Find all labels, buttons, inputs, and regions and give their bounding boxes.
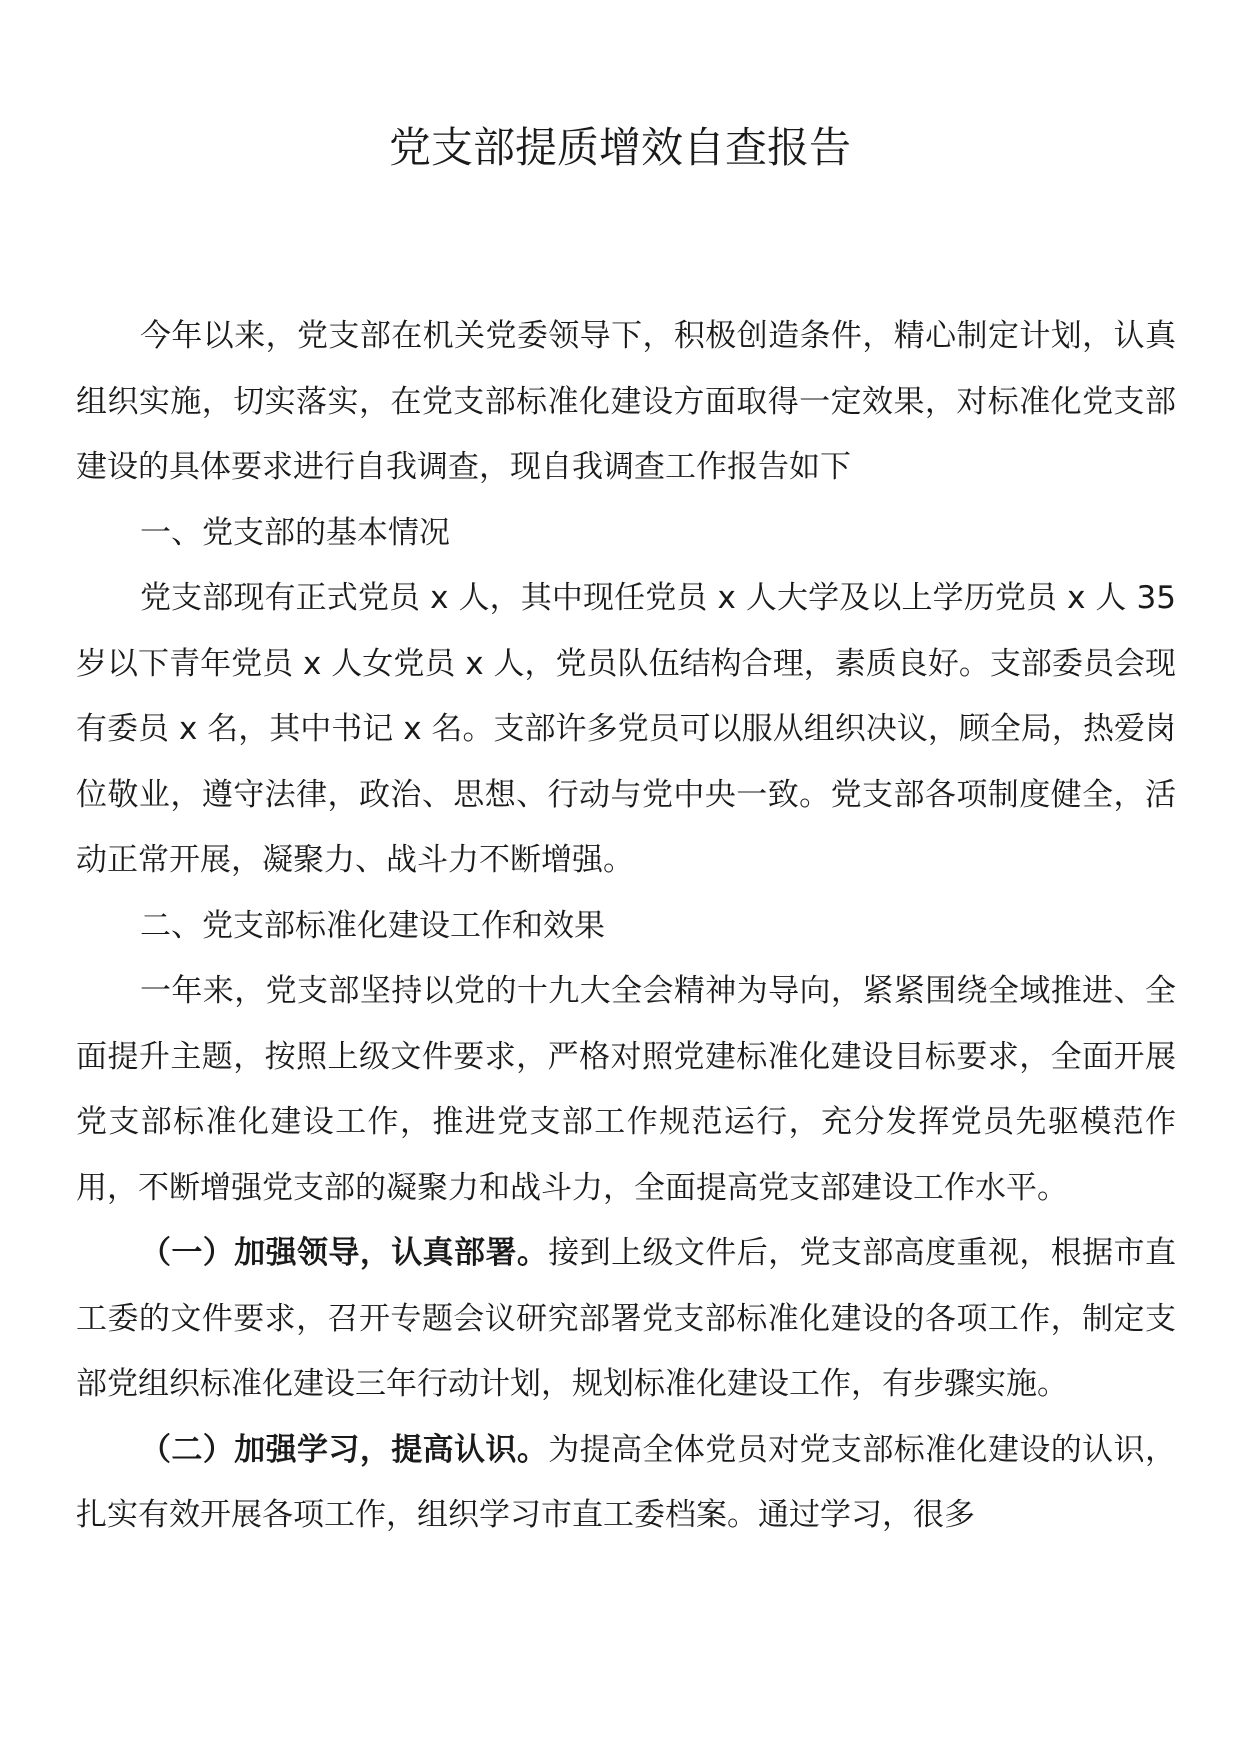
section-1-heading: 一、党支部的基本情况 bbox=[140, 514, 450, 551]
document-body bbox=[76, 304, 1176, 1549]
document-title: 党支部提质增效自查报告 bbox=[388, 123, 851, 172]
section-2-item-1 bbox=[76, 1221, 1176, 1418]
section-2-paragraph: 一年来，党支部坚持以党的十九大全会精神为导向，紧紧围绕全域推进、全面提升主题，按照上级文件要求，严格对照党建标准化建设目标要求，全面开展党支部标准化建设工作，推进党支部工作规范运行，充分发挥党员先驱模范作用，不断增强党支部的凝聚力和战斗力，全面提高党支部建设工作水平。 bbox=[76, 973, 1176, 1206]
section-1-paragraph: 党支部现有正式党员 x 人，其中现任党员 x 人大学及以上学历党员 x 人 35 岁以下青年党员 x 人女党员 x 人，党员队伍结构合理，素质良好。支部委员会现有委员 x 名，其中书记 x 名。支部许多党员可以服从组织决议，顾全局，热爱岗位敬业，遵守法律，政治、思想、行动与党中央一致。党支部各项制度健全，活动正常开展，凝聚力、战斗力不断增强。 bbox=[76, 580, 1176, 878]
intro-paragraph: 今年以来，党支部在机关党委领导下，积极创造条件，精心制定计划，认真组织实施，切实落实，在党支部标准化建设方面取得一定效果，对标准化党支部建设的具体要求进行自我调查，现自我调查工作报告如下 bbox=[76, 318, 1176, 485]
item-2-body: 为提高全体党员对党支部标准化建设的认识，扎实有效开展各项工作，组织学习市直工委档案。通过学习，很多 bbox=[76, 1431, 1176, 1533]
section-2-item-2 bbox=[76, 1418, 1176, 1549]
item-2-lead: （二）加强学习，提高认识。 bbox=[140, 1431, 549, 1468]
item-1-body: 接到上级文件后，党支部高度重视，根据市直工委的文件要求，召开专题会议研究部署党支部标准化建设的各项工作，制定支部党组织标准化建设三年行动计划，规划标准化建设工作，有步骤实施。 bbox=[76, 1235, 1176, 1402]
section-2-heading: 二、党支部标准化建设工作和效果 bbox=[140, 907, 605, 944]
item-1-lead: （一）加强领导，认真部署。 bbox=[140, 1235, 549, 1271]
